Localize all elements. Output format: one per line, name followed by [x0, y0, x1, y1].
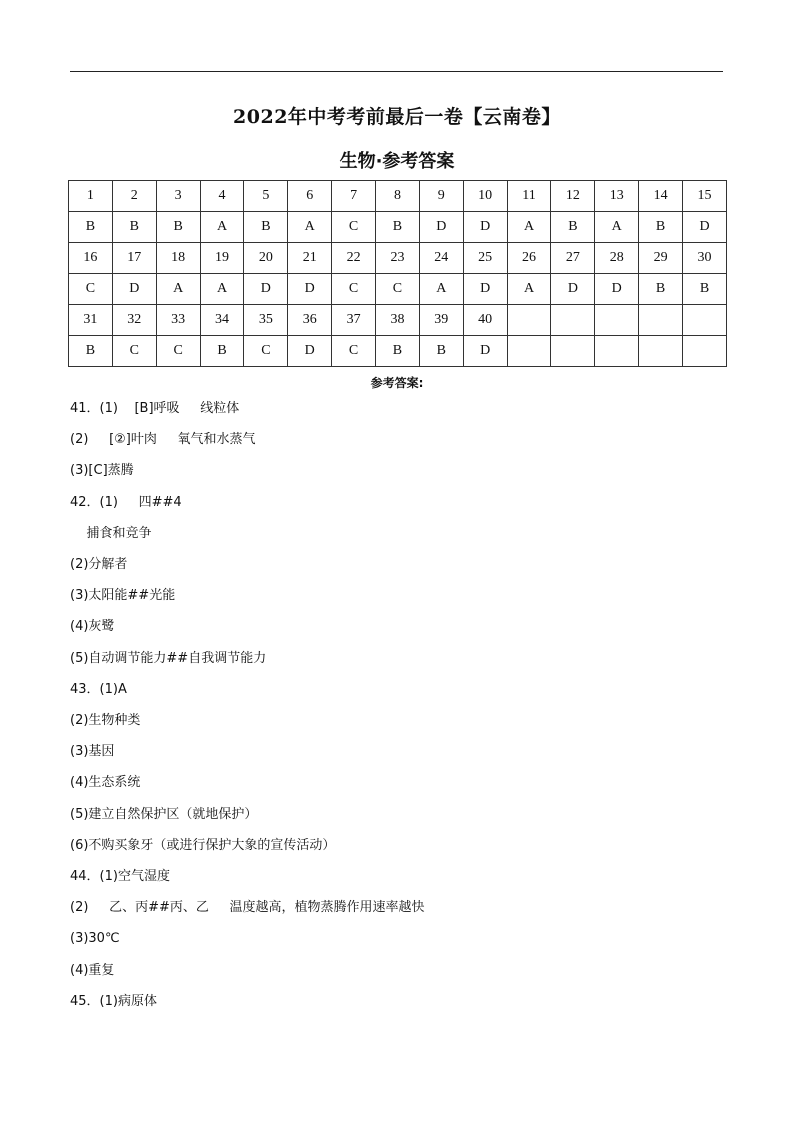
answer-letter-cell: D [463, 336, 507, 367]
answer-letter-cell [639, 336, 683, 367]
answer-letter-cell: A [507, 274, 551, 305]
question-number-cell: 34 [200, 305, 244, 336]
answer-letter-cell [595, 336, 639, 367]
question-number-cell [507, 305, 551, 336]
question-number-cell: 8 [376, 181, 420, 212]
question-number-cell: 5 [244, 181, 288, 212]
answer-letter-cell: B [200, 336, 244, 367]
answer-letter-cell: C [332, 336, 376, 367]
answer-letter-cell: B [112, 212, 156, 243]
question-number-cell: 40 [463, 305, 507, 336]
answer-line: (4)重复 [70, 963, 115, 978]
answer-line: (3)基因 [70, 744, 115, 759]
question-number-cell: 6 [288, 181, 332, 212]
question-number-cell: 19 [200, 243, 244, 274]
question-number-cell: 36 [288, 305, 332, 336]
question-number-cell: 10 [463, 181, 507, 212]
answer-letter-cell: A [288, 212, 332, 243]
question-number-row [69, 243, 727, 274]
answer-letter-cell: B [639, 274, 683, 305]
question-number-cell: 18 [156, 243, 200, 274]
answer-letter-cell: D [419, 212, 463, 243]
question-number-cell: 2 [112, 181, 156, 212]
question-number-cell: 35 [244, 305, 288, 336]
question-number-cell: 7 [332, 181, 376, 212]
answer-letter-cell: C [244, 336, 288, 367]
answer-letter-cell: C [156, 336, 200, 367]
answer-line: (6)不购买象牙（或进行保护大象的宣传活动） [70, 838, 336, 853]
answer-letter-cell: D [551, 274, 595, 305]
answer-letter-cell: C [332, 274, 376, 305]
question-number-cell: 23 [376, 243, 420, 274]
answer-letter-cell: A [156, 274, 200, 305]
answer-letter-cell: B [156, 212, 200, 243]
answer-line: 41．(1) [B]呼吸 线粒体 [70, 401, 240, 416]
question-number-cell: 15 [683, 181, 727, 212]
answer-letter-cell: A [507, 212, 551, 243]
answer-letter-cell: D [463, 274, 507, 305]
answer-line: (2) [②]叶肉 氧气和水蒸气 [70, 432, 256, 447]
answer-letter-cell: D [463, 212, 507, 243]
answer-letter-cell: D [244, 274, 288, 305]
question-number-cell: 28 [595, 243, 639, 274]
answer-letter-cell: C [332, 212, 376, 243]
question-number-cell: 20 [244, 243, 288, 274]
answer-letter-cell: B [376, 336, 420, 367]
question-number-cell: 29 [639, 243, 683, 274]
answer-letter-cell: A [595, 212, 639, 243]
answer-line: (2)生物种类 [70, 713, 141, 728]
page-subtitle: 生物·参考答案 [339, 151, 455, 172]
answer-letter-cell: D [288, 274, 332, 305]
question-number-cell: 31 [69, 305, 113, 336]
question-number-cell: 32 [112, 305, 156, 336]
answer-line: 42．(1) 四##4 [70, 495, 182, 510]
answer-line: (3)[C]蒸腾 [70, 463, 134, 478]
answer-letter-cell: B [244, 212, 288, 243]
question-number-cell: 30 [683, 243, 727, 274]
answer-line: (3)太阳能##光能 [70, 588, 176, 603]
answer-line: (3)30℃ [70, 931, 120, 946]
question-number-cell: 4 [200, 181, 244, 212]
answer-line: (5)建立自然保护区（就地保护） [70, 807, 258, 822]
question-number-cell: 21 [288, 243, 332, 274]
answer-line: 45．(1)病原体 [70, 994, 157, 1009]
answer-line: 44．(1)空气湿度 [70, 869, 170, 884]
answer-letter-cell: D [595, 274, 639, 305]
answer-letter-cell: A [200, 274, 244, 305]
question-number-cell: 27 [551, 243, 595, 274]
question-number-cell [683, 305, 727, 336]
answer-letter-cell: D [112, 274, 156, 305]
header-rule [70, 71, 723, 72]
question-number-cell: 39 [419, 305, 463, 336]
question-number-cell [639, 305, 683, 336]
question-number-cell: 3 [156, 181, 200, 212]
answer-letter-cell: B [639, 212, 683, 243]
question-number-cell: 33 [156, 305, 200, 336]
answer-letter-row [69, 336, 727, 367]
answer-line: (4)灰鹭 [70, 619, 115, 634]
answer-letter-cell: A [419, 274, 463, 305]
answer-letter-cell [683, 336, 727, 367]
answer-line: (4)生态系统 [70, 775, 141, 790]
answer-letter-cell [507, 336, 551, 367]
question-number-cell: 25 [463, 243, 507, 274]
question-number-cell: 17 [112, 243, 156, 274]
answer-letter-cell: A [200, 212, 244, 243]
answer-letter-cell [551, 336, 595, 367]
answer-letter-cell: B [683, 274, 727, 305]
question-number-cell: 14 [639, 181, 683, 212]
answer-letter-row [69, 212, 727, 243]
answer-table [68, 180, 727, 367]
answer-letter-cell: B [419, 336, 463, 367]
page-title: 2022年中考考前最后一卷【云南卷】 [233, 106, 561, 128]
answer-letter-cell: B [69, 336, 113, 367]
question-number-cell: 9 [419, 181, 463, 212]
question-number-row [69, 181, 727, 212]
answer-line: (2)分解者 [70, 557, 128, 572]
answer-letter-cell: C [69, 274, 113, 305]
question-number-cell: 22 [332, 243, 376, 274]
answer-line: 捕食和竞争 [70, 526, 152, 541]
answer-letter-cell: C [376, 274, 420, 305]
answer-letter-cell: D [288, 336, 332, 367]
question-number-cell: 24 [419, 243, 463, 274]
question-number-cell [551, 305, 595, 336]
reference-answers-label: 参考答案: [370, 376, 424, 390]
question-number-cell: 13 [595, 181, 639, 212]
answer-letter-cell: D [683, 212, 727, 243]
question-number-cell: 12 [551, 181, 595, 212]
question-number-cell: 16 [69, 243, 113, 274]
question-number-cell: 37 [332, 305, 376, 336]
answer-letter-cell: B [551, 212, 595, 243]
question-number-cell: 26 [507, 243, 551, 274]
answer-letter-cell: B [376, 212, 420, 243]
answer-line: (2) 乙、丙##丙、乙 温度越高，植物蒸腾作用速率越快 [70, 900, 425, 915]
answer-line: 43．(1)A [70, 682, 127, 697]
question-number-cell: 11 [507, 181, 551, 212]
question-number-cell: 1 [69, 181, 113, 212]
answer-line: (5)自动调节能力##自我调节能力 [70, 651, 267, 666]
answer-letter-cell: C [112, 336, 156, 367]
question-number-cell: 38 [376, 305, 420, 336]
answer-letter-cell: B [69, 212, 113, 243]
question-number-cell [595, 305, 639, 336]
answer-letter-row [69, 274, 727, 305]
question-number-row [69, 305, 727, 336]
